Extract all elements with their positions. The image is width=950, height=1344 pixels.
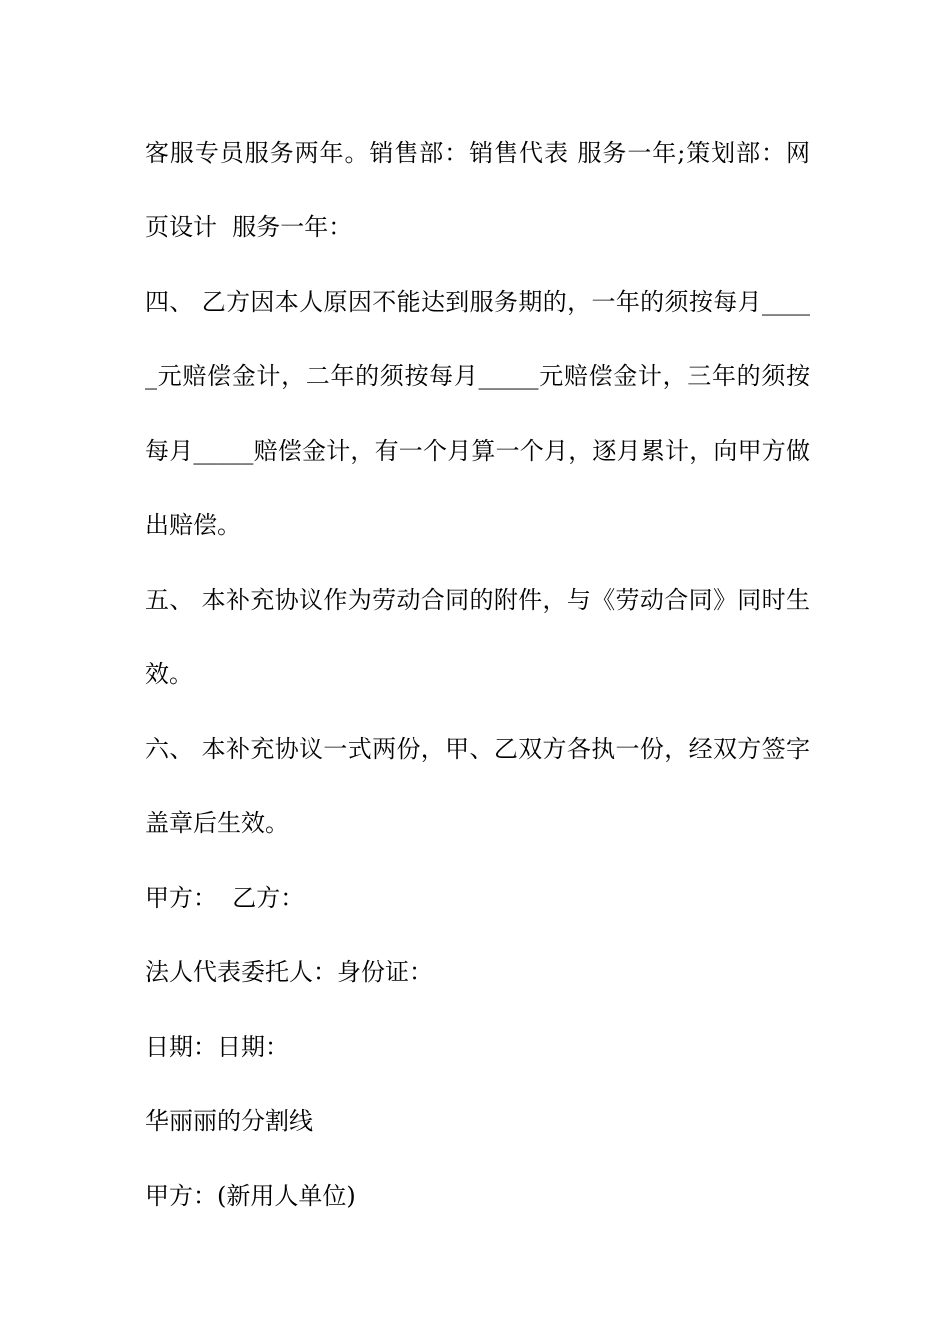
text-line-5: 每月_____赔偿金计，有一个月算一个月，逐月累计，向甲方做 (145, 437, 810, 465)
text-line-2: 页设计 服务一年： (145, 213, 353, 241)
text-line-7: 五、 本补充协议作为劳动合同的附件，与《劳动合同》同时生 (145, 586, 810, 614)
text-line-6: 出赔偿。 (145, 511, 241, 539)
signature-representative-line: 法人代表委托人：身份证： (145, 958, 433, 986)
signature-party-line: 甲方： 乙方： (145, 884, 305, 912)
text-line-3: 四、 乙方因本人原因不能达到服务期的，一年的须按每月____ (145, 288, 810, 316)
text-line-9: 六、 本补充协议一式两份，甲、乙双方各执一份，经双方签字 (145, 735, 810, 763)
text-line-10: 盖章后生效。 (145, 809, 289, 837)
text-line-8: 效。 (145, 660, 193, 688)
text-line-4: _元赔偿金计，二年的须按每月_____元赔偿金计，三年的须按 (145, 362, 810, 390)
text-line-1: 客服专员服务两年。销售部：销售代表 服务一年;策划部：网 (145, 139, 810, 167)
new-employer-line: 甲方：(新用人单位) (145, 1182, 356, 1210)
divider-caption: 华丽丽的分割线 (145, 1107, 313, 1135)
signature-date-line: 日期：日期： (145, 1033, 289, 1061)
